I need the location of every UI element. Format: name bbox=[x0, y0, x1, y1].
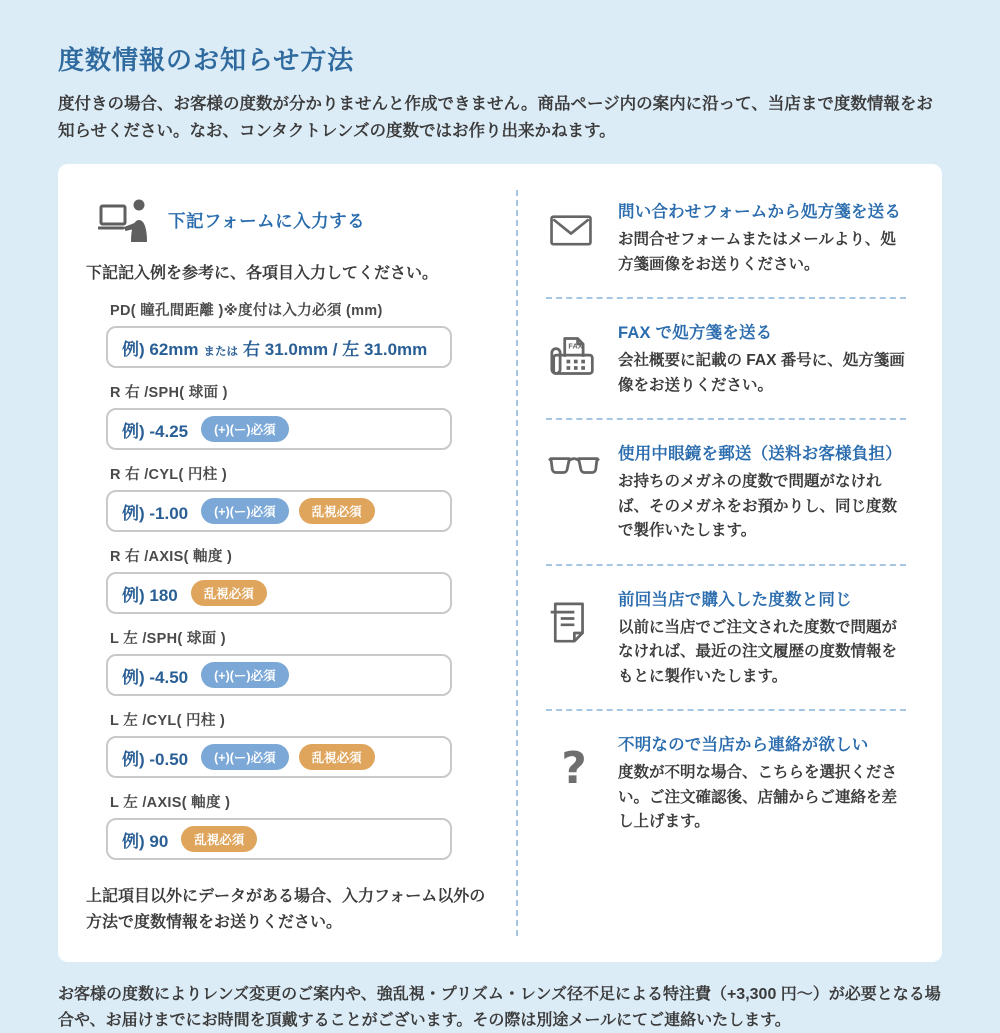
form-section-footer-note: 上記項目以外にデータがある場合、入力フォーム以外の方法で度数情報をお送りください。 bbox=[86, 888, 486, 932]
field-example-part: または bbox=[203, 345, 239, 358]
plus-minus-required-badge: (+)(ー)必須 bbox=[201, 744, 288, 770]
field-example-part: 例) 180 bbox=[122, 585, 178, 605]
field-example-box bbox=[106, 408, 452, 450]
plus-minus-required-badge: (+)(ー)必須 bbox=[201, 662, 288, 688]
form-field bbox=[106, 299, 498, 368]
method-title: 使用中眼鏡を郵送（送料お客様負担） bbox=[618, 445, 902, 464]
page-title: 度数情報のお知らせ方法 bbox=[58, 45, 355, 75]
dashed-separator bbox=[546, 418, 906, 420]
method-text bbox=[618, 198, 906, 277]
method-title: 問い合わせフォームから処方箋を送る bbox=[618, 203, 902, 222]
field-example-part: 例) 62mm bbox=[122, 339, 199, 359]
field-example bbox=[122, 417, 188, 442]
astigmatism-required-badge: 乱視必須 bbox=[191, 580, 267, 606]
field-badges bbox=[201, 498, 374, 524]
fax-icon bbox=[548, 333, 600, 379]
form-input-section bbox=[58, 190, 516, 935]
method-body: 度数が不明な場合、こちらを選択ください。ご注文確認後、店舗からご連絡を差し上げます。 bbox=[618, 764, 898, 831]
field-example-part: 例) -4.50 bbox=[122, 667, 189, 687]
envelope-icon bbox=[548, 212, 600, 248]
footer-note: お客様の度数によりレンズ変更のご案内や、強乱視・プリズム・レンズ径不足による特注費（+3,300 円〜）が必要となる場合や、お届けまでにお時間を頂戴することがございます。その際は別途メールにてご連絡いたします。 bbox=[58, 985, 941, 1029]
method-text bbox=[618, 731, 906, 834]
form-fields bbox=[86, 299, 498, 860]
form-field bbox=[106, 381, 498, 450]
dashed-separator bbox=[546, 297, 906, 299]
method-item bbox=[546, 731, 906, 834]
dashed-separator bbox=[546, 709, 906, 711]
method-title: 不明なので当店から連絡が欲しい bbox=[618, 736, 869, 755]
form-field bbox=[106, 545, 498, 614]
field-label: R 右 /SPH( 球面 ) bbox=[110, 385, 228, 402]
field-example-box bbox=[106, 736, 452, 778]
field-label: PD( 瞳孔間距離 )※度付は入力必須 (mm) bbox=[110, 303, 383, 320]
method-body: 以前に当店でご注文された度数で問題がなければ、最近の注文履歴の度数情報をもとに製作いたします。 bbox=[618, 618, 898, 685]
form-field bbox=[106, 463, 498, 532]
method-item bbox=[546, 586, 906, 689]
astigmatism-required-badge: 乱視必須 bbox=[299, 498, 375, 524]
document-icon bbox=[548, 600, 600, 646]
field-badges bbox=[201, 662, 288, 688]
astigmatism-required-badge: 乱視必須 bbox=[181, 826, 257, 852]
field-label: R 右 /AXIS( 軸度 ) bbox=[110, 549, 233, 566]
form-section-title: 下記フォームに入力する bbox=[168, 210, 366, 231]
method-text bbox=[618, 440, 906, 543]
field-badges bbox=[201, 416, 288, 442]
field-badges bbox=[201, 744, 374, 770]
field-example-part: 例) -0.50 bbox=[122, 749, 189, 769]
field-label: L 左 /AXIS( 軸度 ) bbox=[110, 795, 231, 812]
field-example bbox=[122, 581, 178, 606]
astigmatism-required-badge: 乱視必須 bbox=[299, 744, 375, 770]
method-item bbox=[546, 198, 906, 277]
method-item bbox=[546, 440, 906, 543]
field-example-part: 例) -1.00 bbox=[122, 503, 189, 523]
svg-text:FAX: FAX bbox=[568, 342, 583, 352]
prescription-methods-card bbox=[58, 164, 942, 961]
field-example-box bbox=[106, 572, 452, 614]
field-example bbox=[122, 827, 168, 852]
field-label: L 左 /SPH( 球面 ) bbox=[110, 631, 226, 648]
dashed-separator bbox=[546, 564, 906, 566]
field-example-box bbox=[106, 490, 452, 532]
field-example-box bbox=[106, 326, 452, 368]
field-example bbox=[122, 663, 188, 688]
field-example-box bbox=[106, 654, 452, 696]
form-field bbox=[106, 627, 498, 696]
field-example-box bbox=[106, 818, 452, 860]
plus-minus-required-badge: (+)(ー)必須 bbox=[201, 498, 288, 524]
method-body: 会社概要に記載の FAX 番号に、処方箋画像をお送りください。 bbox=[618, 352, 905, 394]
field-badges bbox=[181, 826, 257, 852]
glasses-icon bbox=[548, 454, 600, 478]
field-example bbox=[122, 335, 427, 360]
field-label: L 左 /CYL( 円柱 ) bbox=[110, 713, 226, 730]
person-at-computer-icon bbox=[98, 198, 154, 242]
intro-text: 度付きの場合、お客様の度数が分かりませんと作成できません。商品ページ内の案内に沿って、当店まで度数情報をお知らせください。なお、コンタクトレンズの度数ではお作り出来かねます。 bbox=[58, 95, 933, 140]
field-example-part: 例) 90 bbox=[122, 831, 169, 851]
method-title: 前回当店で購入した度数と同じ bbox=[618, 590, 852, 609]
form-section-header bbox=[98, 198, 498, 242]
question-icon: ? bbox=[561, 743, 587, 795]
method-body: お問合せフォームまたはメールより、処方箋画像をお送りください。 bbox=[618, 231, 896, 273]
form-field bbox=[106, 791, 498, 860]
form-field bbox=[106, 709, 498, 778]
method-item bbox=[546, 319, 906, 398]
method-text bbox=[618, 586, 906, 689]
alternative-methods-section bbox=[516, 190, 942, 935]
field-example-part: 右 31.0mm / 左 31.0mm bbox=[243, 339, 428, 359]
method-body: お持ちのメガネの度数で問題がなければ、そのメガネをお預かりし、同じ度数で製作いたします。 bbox=[618, 473, 898, 540]
field-example bbox=[122, 745, 188, 770]
field-badges bbox=[191, 580, 267, 606]
method-title: FAX で処方箋を送る bbox=[618, 324, 773, 343]
field-example bbox=[122, 499, 188, 524]
method-text bbox=[618, 319, 906, 398]
plus-minus-required-badge: (+)(ー)必須 bbox=[201, 416, 288, 442]
field-example-part: 例) -4.25 bbox=[122, 421, 189, 441]
form-section-note: 下記記入例を参考に、各項目入力してください。 bbox=[86, 265, 439, 283]
field-label: R 右 /CYL( 円柱 ) bbox=[110, 467, 227, 484]
